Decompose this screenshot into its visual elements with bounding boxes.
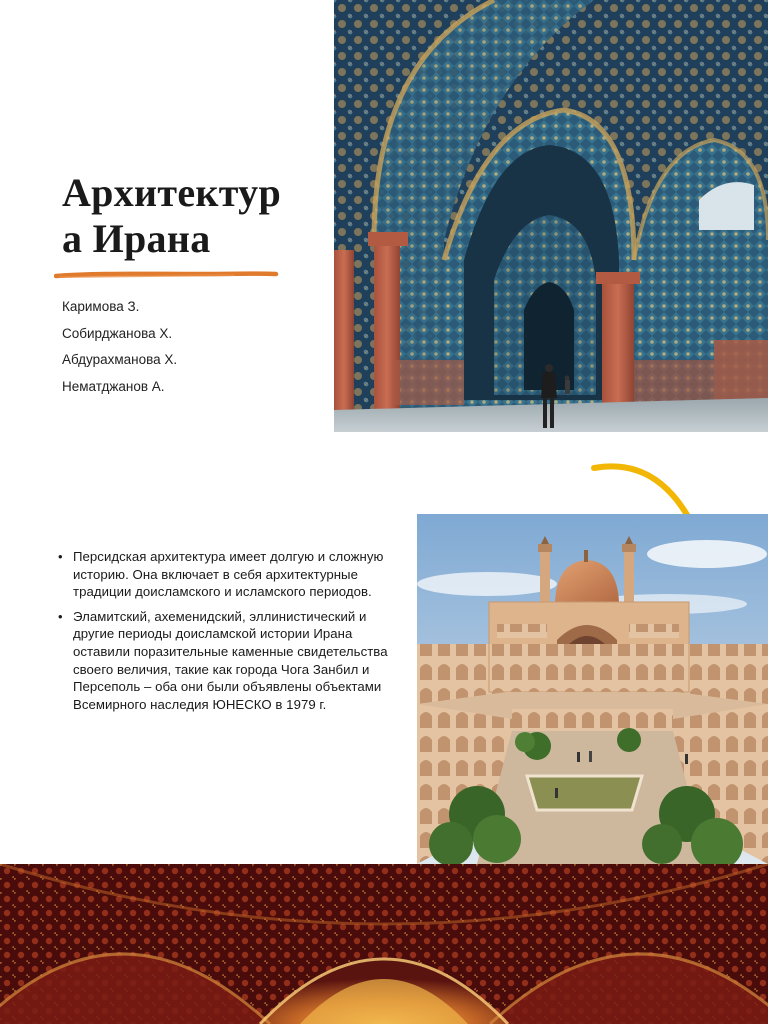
bullet-text: Персидская архитектура имеет долгую и сложную историю. Она включает в себя архитектурные традиции доисламского и исламского периодов.	[73, 549, 384, 600]
bullet-text: Эламитский, ахеменидский, эллинистический и другие периоды доисламской истории Ирана оставили поразительные каменные свидетельства своего величия, такие как города Чога Занбил и Персеполь – оба они были объявлены объектами Всемирного наследия ЮНЕСКО в 1979 г.	[73, 608, 388, 712]
bullet-list	[58, 548, 388, 720]
author-item: Нематджанов А.	[62, 378, 165, 394]
content-slide	[0, 432, 768, 864]
author-item: Каримова З.	[62, 299, 140, 314]
bullet-marker: •	[58, 608, 63, 624]
dome-ceiling-photo	[0, 864, 768, 1024]
yellow-arc-decoration	[594, 466, 690, 520]
mosque-interior-photo	[334, 0, 768, 432]
bullet-item	[58, 548, 388, 601]
author-item: Собирджанова Х.	[62, 325, 173, 341]
ceiling-photo-slide	[0, 864, 768, 1024]
courtyard-photo	[417, 514, 768, 864]
bullet-marker: •	[58, 549, 63, 564]
slide-title	[62, 170, 302, 262]
bullet-item	[58, 608, 388, 714]
title-line-2: а Ирана	[62, 216, 211, 261]
author-item: Абдурахманова Х.	[62, 352, 178, 367]
title-line-1: Архитектур	[62, 170, 281, 215]
authors-list	[62, 294, 177, 400]
title-slide	[0, 0, 768, 432]
title-underline-brushstroke	[54, 268, 280, 282]
